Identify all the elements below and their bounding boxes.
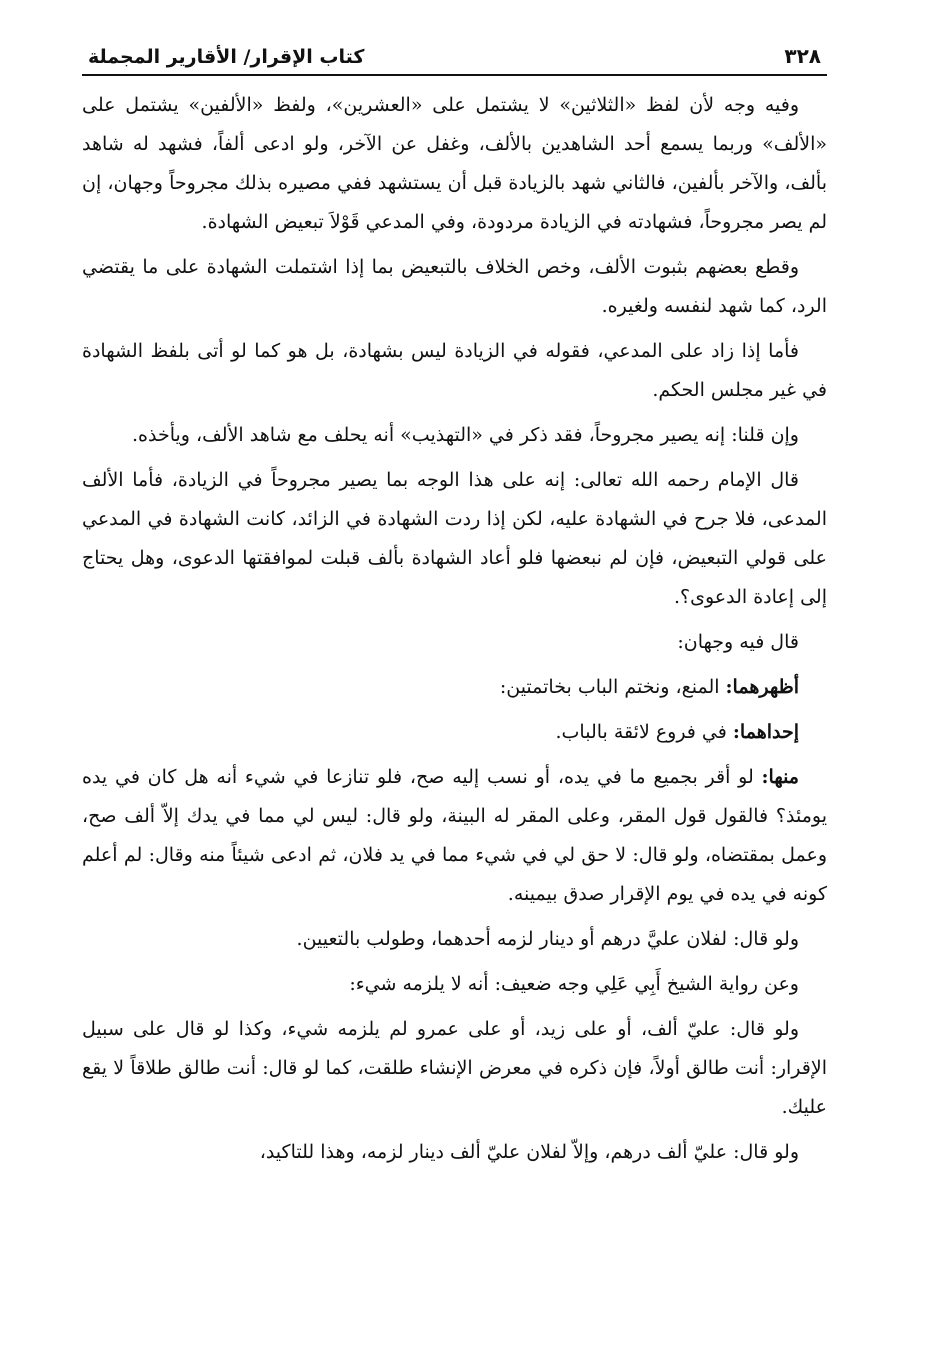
paragraph-text: لو أقر بجميع ما في يده، أو نسب إليه صح، فلو تنازعا في شيء أنه هل كان في يده يومئذ؟ فالقول قول المقر، وعلى المقر له البينة، ولو قال: ليس لي مما في يدك إلاّ ألف صح، وعمل بمقتضاه، ولو قال: لا حق لي في شيء مما في يد فلان، ثم ادعى شيئاً منه وقال: لم أعلم كونه في يده في يوم الإقرار صدق بيمينه. [82, 766, 827, 905]
paragraph-text: وإن قلنا: إنه يصير مجروحاً، فقد ذكر في «التهذيب» أنه يحلف مع شاهد الألف، ويأخذه. [132, 424, 799, 446]
paragraph-text: وفيه وجه لأن لفظ «الثلاثين» لا يشتمل على «العشرين»، ولفظ «الألفين» يشتمل على «الألف» وربما يسمع أحد الشاهدين بالألف، وغفل عن الآخر، ولو ادعى ألفاً، فشهد له شاهد بألف، والآخر بألفين، فالثاني شهد بالزيادة قبل أن يستشهد ففي مصيره بذلك مجروحاً وجهان، إن لم يصر مجروحاً، فشهادته في الزيادة مردودة، وفي المدعي قَوْلاَ تبعيض الشهادة. [82, 94, 827, 233]
paragraph-lead: إحداهما: [732, 721, 799, 743]
paragraph [82, 713, 827, 752]
paragraph [82, 920, 827, 959]
paragraph-text: قال فيه وجهان: [677, 631, 799, 653]
paragraph-lead: منها: [761, 766, 799, 788]
paragraph [82, 1010, 827, 1127]
paragraph [82, 623, 827, 662]
paragraph-text: وقطع بعضهم بثبوت الألف، وخص الخلاف بالتبعيض بما إذا اشتملت الشهادة على ما يقتضي الرد، كما شهد لنفسه ولغيره. [82, 256, 827, 317]
running-title: كتاب الإقرار/ الأقارير المجملة [88, 46, 365, 68]
paragraph [82, 332, 827, 410]
paragraph-text: ولو قال: عليّ ألف درهم، وإلاّ لفلان عليّ ألف دينار لزمه، وهذا للتاكيد، [259, 1141, 799, 1163]
paragraph-text: قال الإمام رحمه الله تعالى: إنه على هذا الوجه بما يصير مجروحاً في الزيادة، فأما الألف المدعى، فلا جرح في الشهادة عليه، لكن إذا ردت الشهادة في الزائد، كانت الشهادة في المدعي على قولي التبعيض، فإن لم نبعضها فلو أعاد الشهادة بألف قبلت لموافقتها الدعوى، وهل يحتاج إلى إعادة الدعوى؟. [82, 469, 827, 608]
page-body [82, 86, 827, 1172]
paragraph-text: ولو قال: عليّ ألف، أو على زيد، أو على عمرو لم يلزمه شيء، وكذا لو قال على سبيل الإقرار: أنت طالق أولاً، فإن ذكره في معرض الإنشاء طلقت، كما لو قال: أنت طالق طلاقاً لا يقع عليك. [82, 1018, 827, 1118]
page-header [82, 38, 827, 76]
paragraph-text: ولو قال: لفلان عليَّ درهم أو دينار لزمه أحدهما، وطولب بالتعيين. [296, 928, 799, 950]
paragraph-lead: أظهرهما: [725, 676, 799, 698]
paragraph-text: المنع، ونختم الباب بخاتمتين: [499, 676, 726, 698]
paragraph [82, 416, 827, 455]
paragraph [82, 461, 827, 617]
paragraph-text: وعن رواية الشيخ أَبِي عَلِي وجه ضعيف: أنه لا يلزمه شيء: [349, 973, 799, 995]
page-number: ٣٢٨ [784, 44, 821, 68]
paragraph [82, 1133, 827, 1172]
paragraph-text: في فروع لائقة بالباب. [555, 721, 733, 743]
paragraph [82, 668, 827, 707]
paragraph [82, 86, 827, 242]
paragraph [82, 965, 827, 1004]
paragraph [82, 248, 827, 326]
paragraph [82, 758, 827, 914]
paragraph-text: فأما إذا زاد على المدعي، فقوله في الزيادة ليس بشهادة، بل هو كما لو أتى بلفظ الشهادة في غير مجلس الحكم. [82, 340, 827, 401]
